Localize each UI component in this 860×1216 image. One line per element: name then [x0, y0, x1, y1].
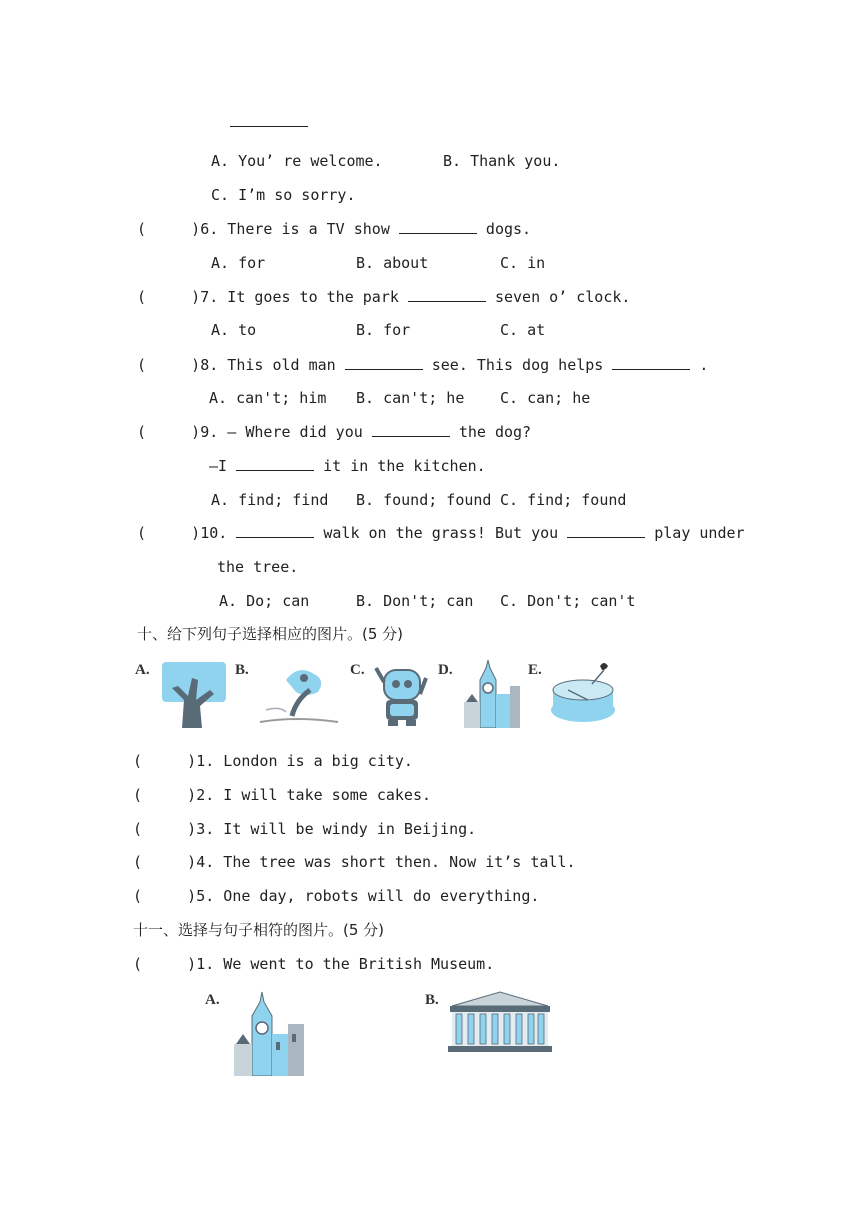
question-6: ( )6. There is a TV show dogs.: [137, 220, 532, 238]
answer-bracket: ( ): [133, 752, 197, 770]
q7-option-c: C. at: [500, 321, 546, 339]
answer-bracket: ( ): [133, 887, 197, 905]
section-10-item-4: ( )4. The tree was short then. Now it’s tall.: [133, 853, 576, 871]
section-10-item-1: ( )1. London is a big city.: [133, 752, 413, 770]
picture-label-d: D.: [438, 662, 453, 678]
q8-option-b: B. can't; he: [356, 389, 465, 407]
answer-blank: [230, 112, 308, 132]
answer-bracket: ( ): [137, 288, 201, 306]
q10-option-b: B. Don't; can: [356, 592, 474, 610]
q9-option-b: B. found; found: [356, 491, 492, 509]
picture-label-b: B.: [425, 992, 439, 1008]
fill-blank: [236, 456, 314, 471]
answer-bracket: ( ): [137, 220, 201, 238]
q10-option-a: A. Do; can: [219, 592, 310, 610]
fill-blank: [408, 287, 486, 302]
tree-icon: [158, 660, 230, 728]
picture-label-e: E.: [528, 662, 542, 678]
q5-option-c: C. I’m so sorry.: [211, 186, 356, 204]
answer-bracket: ( ): [133, 820, 197, 838]
picture-label-a: A.: [135, 662, 150, 678]
section-10-title: 十、给下列句子选择相应的图片。(5 分): [137, 625, 404, 643]
q7-option-b: B. for: [356, 321, 411, 339]
windy-weather-icon: [256, 660, 342, 728]
cake-icon: [548, 660, 618, 728]
picture-label-a: A.: [205, 992, 220, 1008]
robot-icon: [368, 658, 434, 728]
answer-bracket: ( ): [137, 524, 201, 542]
picture-label-b: B.: [235, 662, 249, 678]
big-ben-icon: [230, 990, 308, 1076]
section-10-item-5: ( )5. One day, robots will do everything.: [133, 887, 540, 905]
q6-option-b: B. about: [356, 254, 429, 272]
q7-option-a: A. to: [211, 321, 257, 339]
answer-bracket: ( ): [137, 423, 201, 441]
q10-option-c: C. Don't; can't: [500, 592, 636, 610]
q5-option-a: A. You’ re welcome.: [211, 152, 383, 170]
answer-bracket: ( ): [133, 955, 197, 973]
fill-blank: [399, 219, 477, 234]
fill-blank: [612, 355, 690, 370]
q9-option-a: A. find; find: [211, 491, 329, 509]
fill-blank: [345, 355, 423, 370]
answer-bracket: ( ): [137, 356, 201, 374]
question-9-line-2: —I it in the kitchen.: [209, 457, 486, 475]
question-9: ( )9. — Where did you the dog?: [137, 423, 532, 441]
section-11-item-1: ( )1. We went to the British Museum.: [133, 955, 495, 973]
picture-label-c: C.: [350, 662, 365, 678]
question-7: ( )7. It goes to the park seven o’ clock.: [137, 288, 631, 306]
answer-bracket: ( ): [133, 853, 197, 871]
question-8: ( )8. This old man see. This dog helps .: [137, 356, 709, 374]
q8-option-a: A. can't; him: [209, 389, 327, 407]
answer-bracket: ( ): [133, 786, 197, 804]
question-10-line-2: the tree.: [217, 558, 299, 576]
section-10-item-2: ( )2. I will take some cakes.: [133, 786, 432, 804]
fill-blank: [236, 523, 314, 538]
big-ben-icon: [460, 658, 524, 728]
q9-option-c: C. find; found: [500, 491, 627, 509]
q8-option-c: C. can; he: [500, 389, 591, 407]
section-10-item-3: ( )3. It will be windy in Beijing.: [133, 820, 477, 838]
q6-option-a: A. for: [211, 254, 266, 272]
british-museum-icon: [448, 990, 552, 1052]
q5-option-b: B. Thank you.: [443, 152, 561, 170]
fill-blank: [567, 523, 645, 538]
q6-option-c: C. in: [500, 254, 546, 272]
question-10: ( )10. walk on the grass! But you play under: [137, 524, 745, 542]
section-11-title: 十一、选择与句子相符的图片。(5 分): [133, 921, 385, 939]
fill-blank: [372, 422, 450, 437]
